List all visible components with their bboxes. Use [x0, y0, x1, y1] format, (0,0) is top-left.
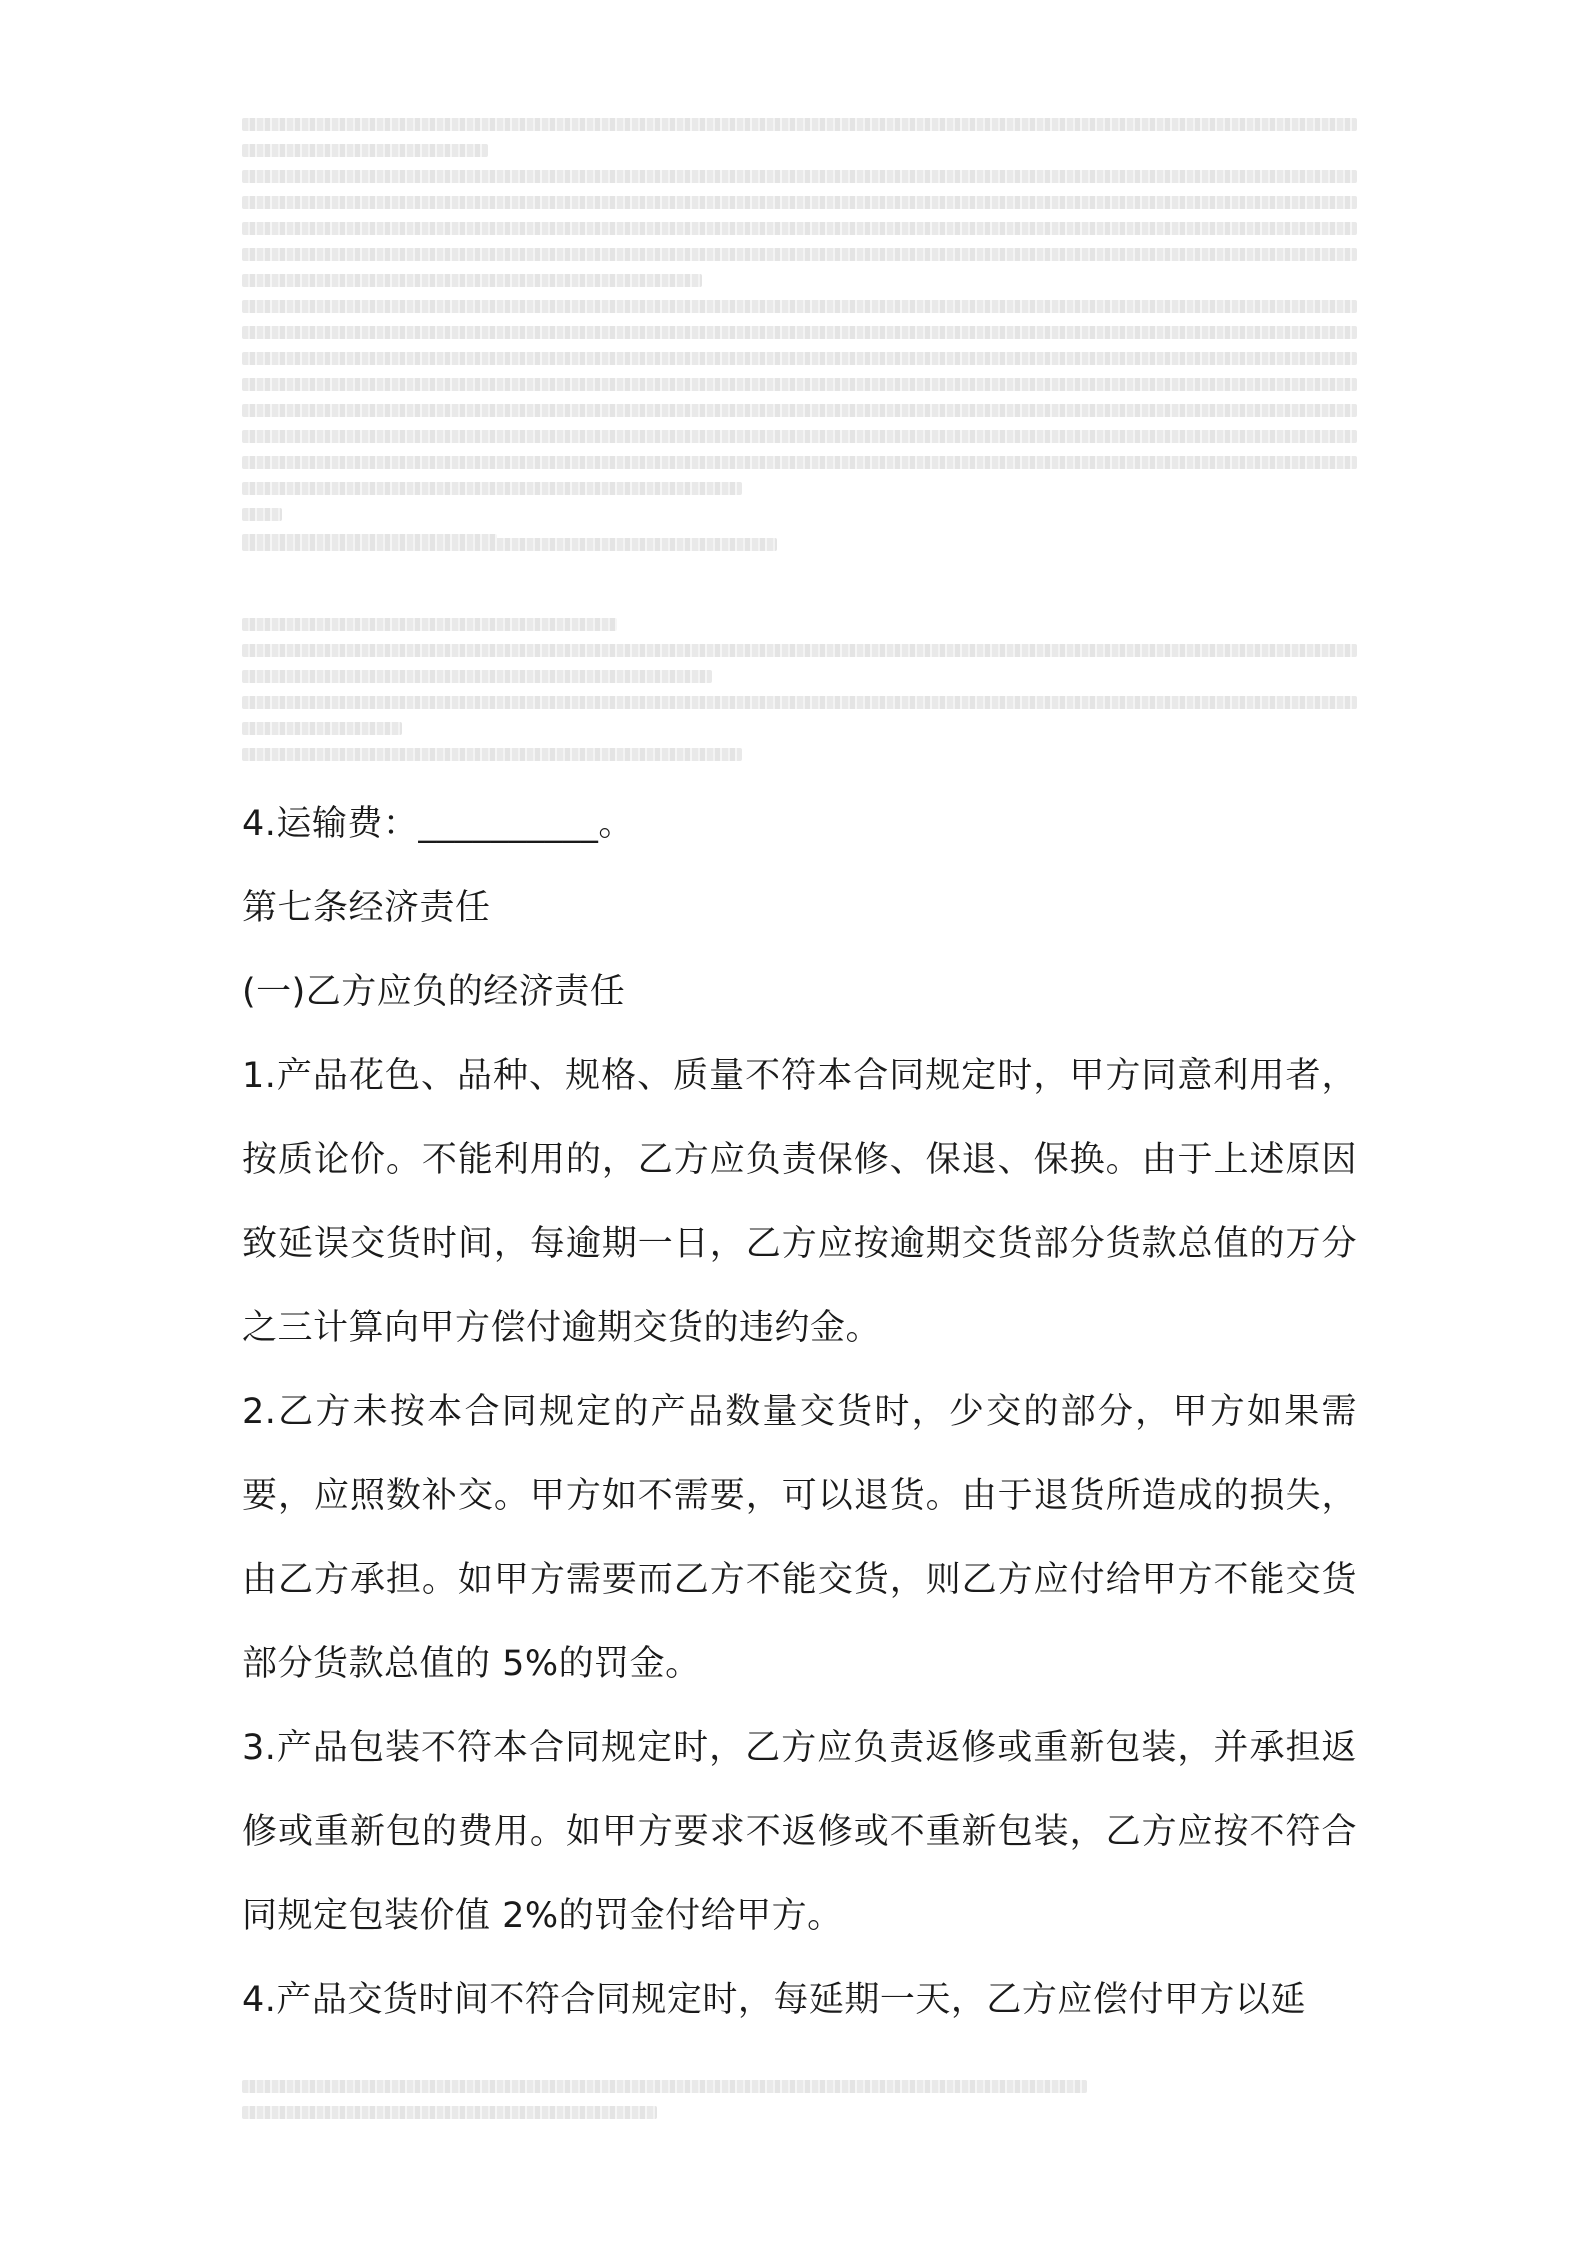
clause-paragraph: 1.产品花色、品种、规格、质量不符本合同规定时，甲方同意利用者，按质论价。不能利用的，乙方应负责保修、保退、保换。由于上述原因致延误交货时间，每逾期一日，乙方应按逾期交货部分货款总值的万分之三计算向甲方偿付逾期交货的违约金。	[242, 1056, 1357, 1348]
faded-line	[242, 2080, 1087, 2093]
faded-line	[242, 644, 1357, 657]
faded-line	[242, 722, 402, 735]
faded-line	[242, 248, 1357, 261]
faded-line	[242, 326, 1357, 339]
faded-line	[242, 430, 1357, 443]
faded-line	[242, 618, 617, 631]
faded-line	[242, 144, 488, 157]
faded-line	[242, 748, 742, 761]
faded-line	[242, 118, 1357, 131]
faded-line	[242, 456, 1357, 469]
section-title: (一)乙方应负的经济责任	[242, 972, 626, 1012]
faded-line	[242, 170, 1357, 183]
faded-text-block-bottom	[242, 2080, 1357, 2132]
faded-line	[242, 352, 1357, 365]
faded-line	[242, 404, 1357, 417]
faded-text-block-top	[242, 118, 1357, 560]
faded-line	[242, 2106, 657, 2119]
faded-line	[242, 482, 742, 495]
clause-paragraph: 3.产品包装不符本合同规定时，乙方应负责返修或重新包装，并承担返修或重新包的费用。如甲方要求不返修或不重新包装，乙方应按不符合同规定包装价值 2%的罚金付给甲方。	[242, 1728, 1357, 1936]
contract-text	[242, 782, 1357, 2042]
faded-line	[242, 196, 1357, 209]
clause-paragraph: 2.乙方未按本合同规定的产品数量交货时，少交的部分，甲方如果需要，应照数补交。甲方如不需要，可以退货。由于退货所造成的损失，由乙方承担。如甲方需要而乙方不能交货，则乙方应付给甲方不能交货部分货款总值的 5%的罚金。	[242, 1392, 1357, 1684]
faded-text-block-middle-2	[242, 618, 1357, 774]
faded-line	[242, 222, 1357, 235]
faded-line	[242, 378, 1357, 391]
faded-line	[242, 538, 777, 551]
faded-line	[242, 696, 1357, 709]
faded-line	[242, 670, 712, 683]
clause-paragraph: 4.产品交货时间不符合同规定时，每延期一天，乙方应偿付甲方以延	[242, 1980, 1306, 2020]
faded-line	[242, 300, 1357, 313]
faded-line	[242, 508, 282, 521]
faded-text-block-middle-1	[242, 538, 1357, 564]
transport-fee-line: 4.运输费：__________。	[242, 804, 634, 844]
faded-line	[242, 274, 702, 287]
article-title: 第七条经济责任	[242, 888, 491, 928]
